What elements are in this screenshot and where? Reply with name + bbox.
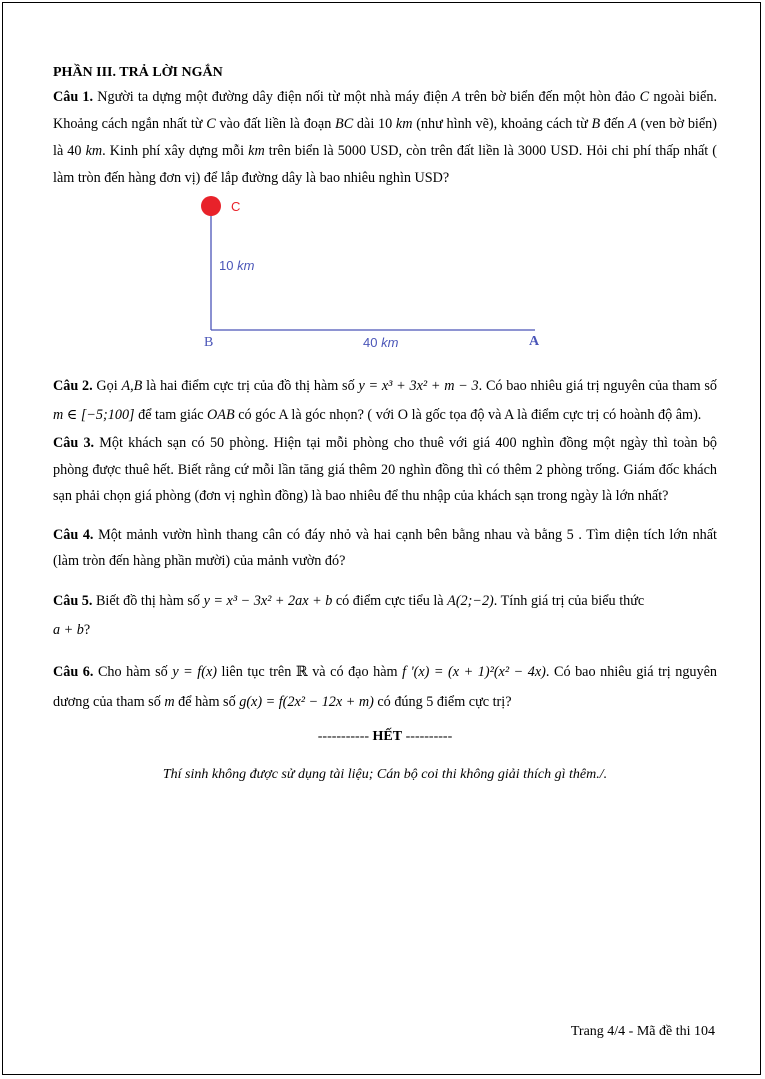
exam-content (53, 62, 717, 787)
q1-text: ngoài biển. Khoảng cách ngắn nhất từ (53, 89, 717, 132)
q5-text: có điểm cực tiểu là (332, 592, 448, 609)
q5-text: Biết đồ thị hàm số (92, 592, 204, 609)
q6-text: . Có bao nhiêu giá trị nguyên dương của tham số (53, 663, 717, 710)
end-dashes: ----------- (317, 728, 373, 744)
q1-point-a: A (628, 116, 637, 132)
q6-text: và có đạo hàm (307, 663, 403, 680)
q6-function: y = f(x) (172, 663, 217, 680)
q2-triangle: OAB (207, 407, 235, 423)
end-dashes: ---------- (402, 728, 453, 744)
q1-unit: km (248, 143, 265, 159)
question-2 (53, 372, 717, 430)
q1-unit: km (85, 143, 103, 159)
q1-unit: km (395, 116, 413, 132)
question-1-figure (203, 194, 717, 360)
end-marker (53, 725, 717, 749)
q1-text: đến (600, 116, 629, 132)
exam-note: Thí sinh không được sử dụng tài liệu; Cán bộ coi thi không giải thích gì thêm./. (162, 766, 608, 782)
q6-text: có đúng 5 điểm cực trị? (373, 693, 512, 710)
q1-point-a: A (452, 89, 461, 105)
q1-text: vào đất liền là đoạn (215, 116, 336, 132)
q5-text: ? (83, 621, 91, 638)
ba-value: 40 (363, 335, 378, 350)
page-footer: Trang 4/4 - Mã đề thi 104 (570, 1024, 715, 1039)
q1-text: (ven bờ biển) là 40 (53, 116, 717, 159)
q3-text: Một khách sạn có 50 phòng. Hiện tại mỗi phòng cho thuê với giá 400 nghìn đồng một ngày thì toàn bộ phòng được thuê hết. Biết rằng cứ mỗi lần tăng giá thêm 20 nghìn đồng thì có thêm 2 phòng trống. Giám đốc khách sạn phải chọn giá phòng (đơn vị nghìn đồng) là bao nhiêu để thu nhập của khách sạn trong ngày là lớn nhất? (53, 435, 718, 504)
q1-text: dài 10 (353, 116, 396, 132)
q5-point: A(2;−2) (447, 592, 494, 609)
bc-value: 10 (219, 258, 234, 273)
q6-text: liên tục trên (216, 663, 296, 680)
q6-real-set: ℝ (295, 663, 308, 680)
question-2-label: Câu 2. (53, 378, 93, 394)
q1-point-c: C (639, 89, 650, 105)
q2-text: là hai điểm cực trị của đồ thị hàm số (142, 378, 359, 394)
q2-text: để tam giác (134, 407, 208, 423)
q2-function: y = x³ + 3x² + m − 3 (358, 378, 479, 394)
end-word: HẾT (372, 728, 403, 744)
question-4 (53, 522, 717, 575)
q1-text: . Kinh phí xây dựng mỗi (102, 143, 249, 159)
question-1-label: Câu 1. (53, 89, 94, 105)
q1-text: Người ta dựng một đường dây điện nối từ một nhà máy điện (93, 89, 453, 105)
q1-point-c: C (206, 116, 216, 132)
bc-ba-diagram (203, 194, 603, 360)
q1-text: (như hình vẽ), khoảng cách từ (412, 116, 592, 132)
q1-text: trên bờ biển đến một hòn đảo (460, 89, 640, 105)
q6-text: Cho hàm số (93, 663, 173, 680)
q6-parameter: m (164, 693, 175, 710)
label-c: C (231, 199, 241, 214)
label-bc-length (219, 258, 255, 273)
q6-derivative: f '(x) = (x + 1)²(x² − 4x) (402, 663, 546, 680)
q2-points: A,B (121, 378, 143, 394)
q2-text: . Có bao nhiêu giá trị nguyên của tham số (478, 378, 717, 394)
label-ba-length (363, 335, 399, 350)
q1-point-b: B (591, 116, 601, 132)
bc-unit: km (237, 258, 255, 273)
section-title: PHẦN III. TRẢ LỜI NGẮN (53, 65, 223, 80)
question-5-label: Câu 5. (53, 592, 93, 609)
question-3-label: Câu 3. (53, 435, 95, 451)
ba-unit: km (381, 335, 399, 350)
q5-text: . Tính giá trị của biểu thức (493, 592, 645, 609)
q6-text: để hàm số (174, 693, 240, 710)
q6-composite-function: g(x) = f(2x² − 12x + m) (239, 693, 374, 710)
q1-segment-bc: BC (335, 116, 354, 132)
question-4-label: Câu 4. (53, 526, 94, 543)
question-6 (53, 657, 717, 717)
q2-text: Gọi (92, 378, 122, 394)
q4-text: Một mảnh vườn hình thang cân có đáy nhỏ và hai cạnh bên bằng nhau và bằng 5 . Tìm diện tích lớn nhất (làm tròn đến hàng phần mười) của mảnh vườn đó? (53, 526, 717, 569)
q2-text: có góc A là góc nhọn? ( với O là gốc tọa độ và A là điểm cực trị có hoành độ âm). (234, 407, 702, 423)
q2-parameter-range: m ∈ [−5;100] (53, 407, 135, 423)
q5-function: y = x³ − 3x² + 2ax + b (203, 592, 333, 609)
question-6-label: Câu 6. (53, 663, 94, 680)
label-a: A (529, 334, 540, 349)
island-marker (201, 196, 221, 216)
q1-text: trên biển là 5000 USD, còn trên đất liền là 3000 USD. Hỏi chi phí thấp nhất ( làm tròn đến hàng đơn vị) để lắp đường dây là bao nhiêu nghìn USD? (53, 143, 718, 186)
question-5 (53, 587, 717, 645)
question-1 (53, 84, 717, 192)
question-3 (53, 430, 717, 510)
label-b: B (204, 335, 214, 350)
q5-expression: a + b (53, 621, 84, 638)
